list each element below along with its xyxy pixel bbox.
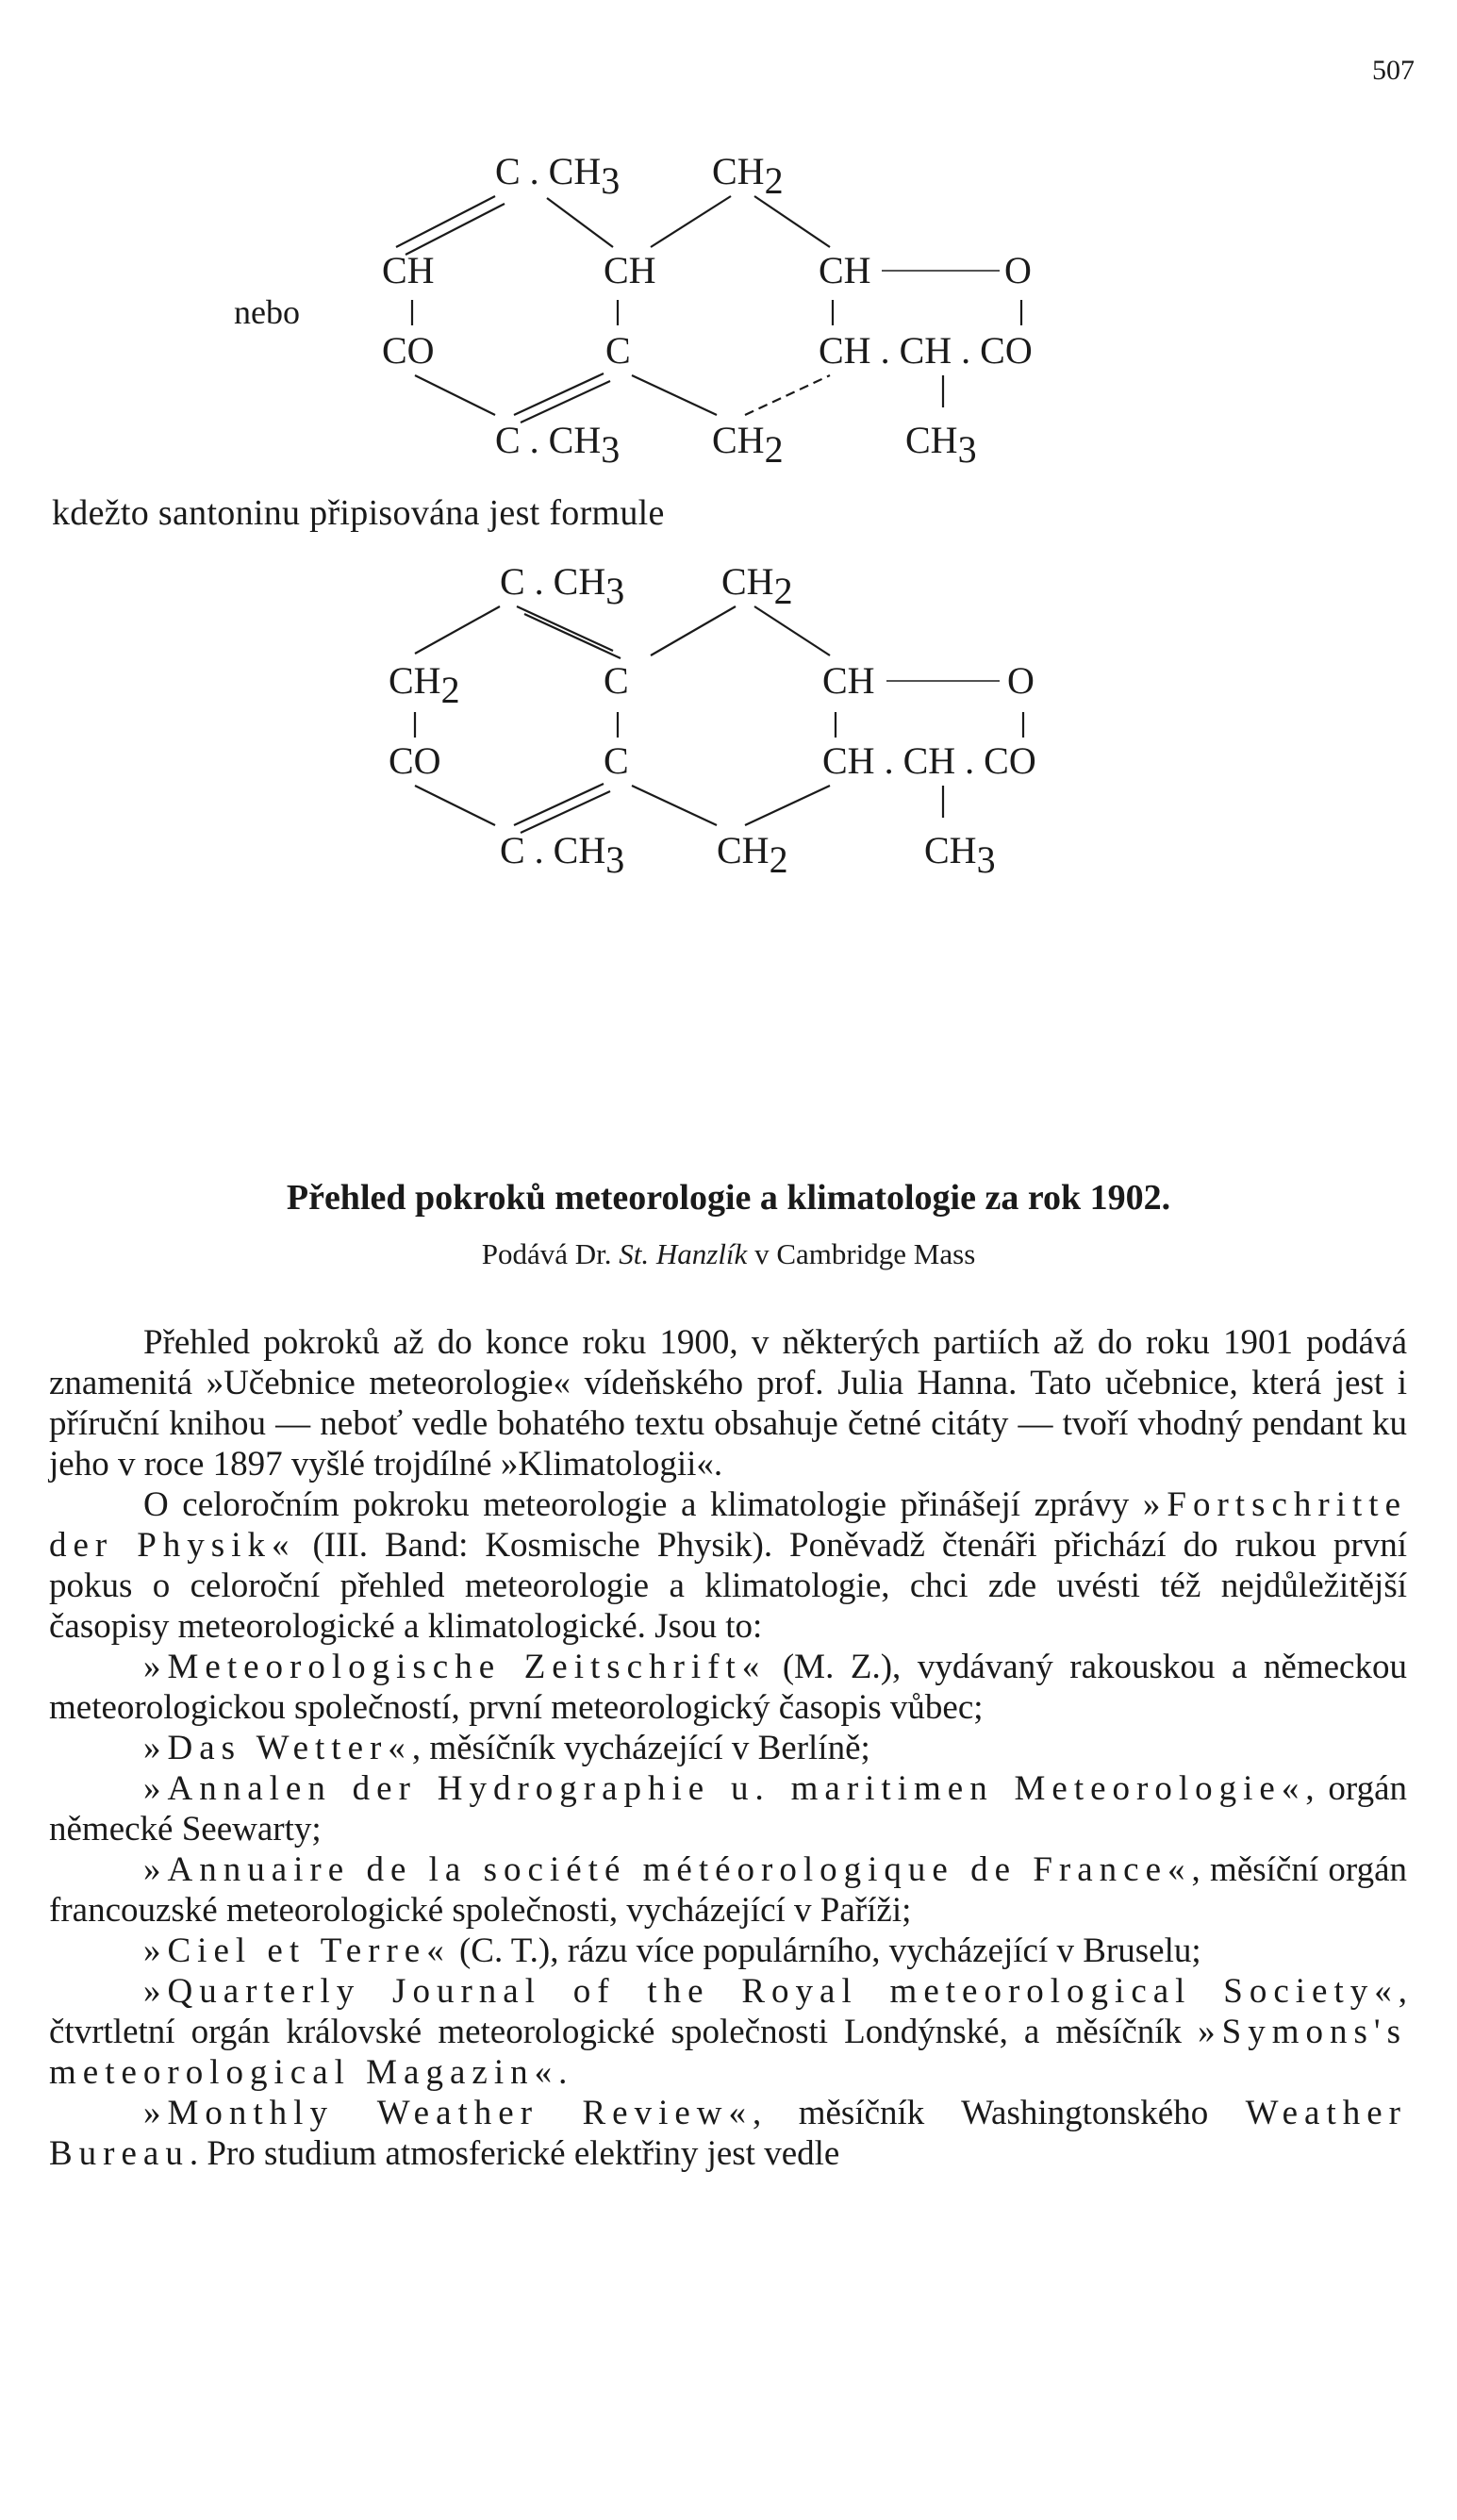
svg-text:CH3 <box>905 419 977 471</box>
body-paragraph <box>49 1647 1407 1728</box>
f2-top-c-ch3: C . CH <box>500 560 606 603</box>
paragraph-text: O celoročním pokroku meteorologie a klimatologie přinášejí zprávy <box>143 1485 1143 1524</box>
f2-right-ch: CH <box>822 659 875 702</box>
f1-right-ch: CH <box>819 249 871 291</box>
spaced-title: »Annuaire de la société météorologique de France« <box>143 1850 1192 1889</box>
svg-text:C . CH3 <box>500 829 624 881</box>
spaced-title: »Das Wetter« <box>143 1729 412 1767</box>
paragraph-text: (III. Band: Kosmische Physik). Poněvadž čtenáři přichází do rukou první pokus o celoroční přehled meteorologie a klimatologie, chci zde uvésti též nejdůležitější časopisy meteorologické a klimatologické. Jsou to: <box>49 1526 1408 1646</box>
f2-top-c-ch3-sub: 3 <box>605 570 625 612</box>
f1-mid-ch: CH <box>604 249 656 291</box>
f2-left-co: CO <box>389 739 441 782</box>
svg-text:CH2 <box>721 560 793 612</box>
f2-right-chain: CH . CH . CO <box>822 739 1036 782</box>
spaced-title: »Fortschritte der Physik« <box>49 1485 1407 1565</box>
f2-top-ch2-sub: 2 <box>773 570 793 612</box>
spaced-title: »Symons's meteorological Magazin« <box>49 2013 1407 2092</box>
f2-mid-c: C <box>604 739 629 782</box>
f1-bottom-ch3-sub: 3 <box>957 428 977 471</box>
f1-o: O <box>1004 249 1032 291</box>
paragraph-text: , orgán německé Seewarty; <box>49 1769 1408 1849</box>
body-paragraph <box>49 1971 1407 2093</box>
spaced-title: »Monthly Weather Review« <box>143 2094 753 2132</box>
f1-bottom-ch2: CH <box>712 419 765 461</box>
svg-text:CH2 <box>389 659 460 711</box>
f1-bottom-c-ch3-sub: 3 <box>601 428 621 471</box>
f2-left-ch2-sub: 2 <box>440 669 460 711</box>
nebo-label: nebo <box>234 293 300 331</box>
paragraph-text: , měsíční orgán francouzské meteorologické společnosti, vycházející v Paříži; <box>49 1850 1407 1930</box>
spaced-title: »Meteorologische Zeitschrift« <box>143 1648 767 1686</box>
body-paragraph <box>49 1931 1407 1971</box>
svg-text:CH2 <box>717 829 788 881</box>
f1-top-c-ch3-sub: 3 <box>601 159 621 202</box>
f1-bottom-ch2-sub: 2 <box>764 428 784 471</box>
f2-bottom-ch2-sub: 2 <box>769 838 788 881</box>
svg-text:C . CH3 <box>495 419 620 471</box>
svg-text:CH2 <box>712 419 784 471</box>
svg-text:CH3 <box>924 829 996 881</box>
spaced-title: »Annalen der Hydrographie u. maritimen Meteorologie« <box>143 1769 1306 1808</box>
f2-bottom-c-ch3-sub: 3 <box>605 838 625 881</box>
f2-mid-c-top: C <box>604 659 629 702</box>
byline-prefix: Podává Dr. <box>481 1237 612 1270</box>
f1-bottom-ch3: CH <box>905 419 958 461</box>
f1-left-co: CO <box>382 329 435 372</box>
spaced-title: »Ciel et Terre« <box>143 1931 451 1970</box>
f1-top-ch2-sub: 2 <box>764 159 784 202</box>
body-paragraph <box>49 1322 1407 1484</box>
paragraph-text: (M. Z.), vydávaný rakouskou a německou meteorologickou společností, první meteorologický časopis vůbec; <box>49 1648 1407 1727</box>
paragraph-text: , čtvrtletní orgán královské meteorologické společnosti Londýnské, a měsíčník <box>49 1972 1407 2051</box>
f1-left-ch: CH <box>382 249 435 291</box>
svg-text:C . CH3 <box>495 150 620 202</box>
f2-left-ch2: CH <box>389 659 441 702</box>
body-paragraph <box>49 1728 1407 1768</box>
body-paragraph <box>49 2093 1407 2174</box>
paragraph-text: , měsíčník Washingtonského <box>753 2094 1246 2132</box>
svg-text:C . CH3 <box>500 560 624 612</box>
formula-caption: kdežto santoninu připisována jest formule <box>52 493 665 533</box>
f2-bottom-ch2: CH <box>717 829 770 871</box>
article-title: Přehled pokroků meteorologie a klimatologie za rok 1902. <box>286 1178 1171 1218</box>
f2-bottom-ch3-sub: 3 <box>976 838 996 881</box>
paragraph-text: . Pro studium atmosferické elektřiny jest vedle <box>189 2134 840 2173</box>
paragraph-text: . <box>558 2053 568 2092</box>
f1-mid-c: C <box>605 329 631 372</box>
article-byline <box>0 1237 1457 1271</box>
spaced-title: »Quarterly Journal of the Royal meteorological Society« <box>143 1972 1399 2011</box>
f1-top-c-ch3: C . CH <box>495 150 602 192</box>
f1-bottom-c-ch3: C . CH <box>495 419 602 461</box>
byline-suffix: v Cambridge Mass <box>754 1237 976 1270</box>
spaced-title: Weather Bureau <box>49 2094 1407 2173</box>
body-paragraph <box>49 1849 1407 1931</box>
paragraph-text: , měsíčník vycházející v Berlíně; <box>411 1729 870 1767</box>
svg-text:CH2 <box>712 150 784 202</box>
f1-top-ch2: CH <box>712 150 765 192</box>
paragraph-text: (C. T.), rázu více populárního, vycházející v Bruselu; <box>450 1931 1201 1970</box>
f2-top-ch2: CH <box>721 560 774 603</box>
structural-formula-2 <box>0 542 1457 920</box>
byline-author: St. Hanzlík <box>619 1237 748 1270</box>
body-paragraph <box>49 1768 1407 1849</box>
article-body <box>49 1322 1407 2174</box>
page-number: 507 <box>1372 55 1415 86</box>
f2-bottom-c-ch3: C . CH <box>500 829 606 871</box>
paragraph-text: Přehled pokroků až do konce roku 1900, v některých partiích až do roku 1901 podává znamenitá »Učebnice meteorologie« vídeňského prof. Julia Hanna. Tato učebnice, která jest i příruční knihou — neboť vedle bohatého textu obsahuje četné citáty — tvoří vhodný pendant ku jeho v roce 1897 vyšlé trojdílné »Klimatologii«. <box>49 1323 1407 1484</box>
f1-right-chain: CH . CH . CO <box>819 329 1033 372</box>
f2-o: O <box>1007 659 1035 702</box>
f2-bottom-ch3: CH <box>924 829 977 871</box>
body-paragraph <box>49 1484 1407 1647</box>
